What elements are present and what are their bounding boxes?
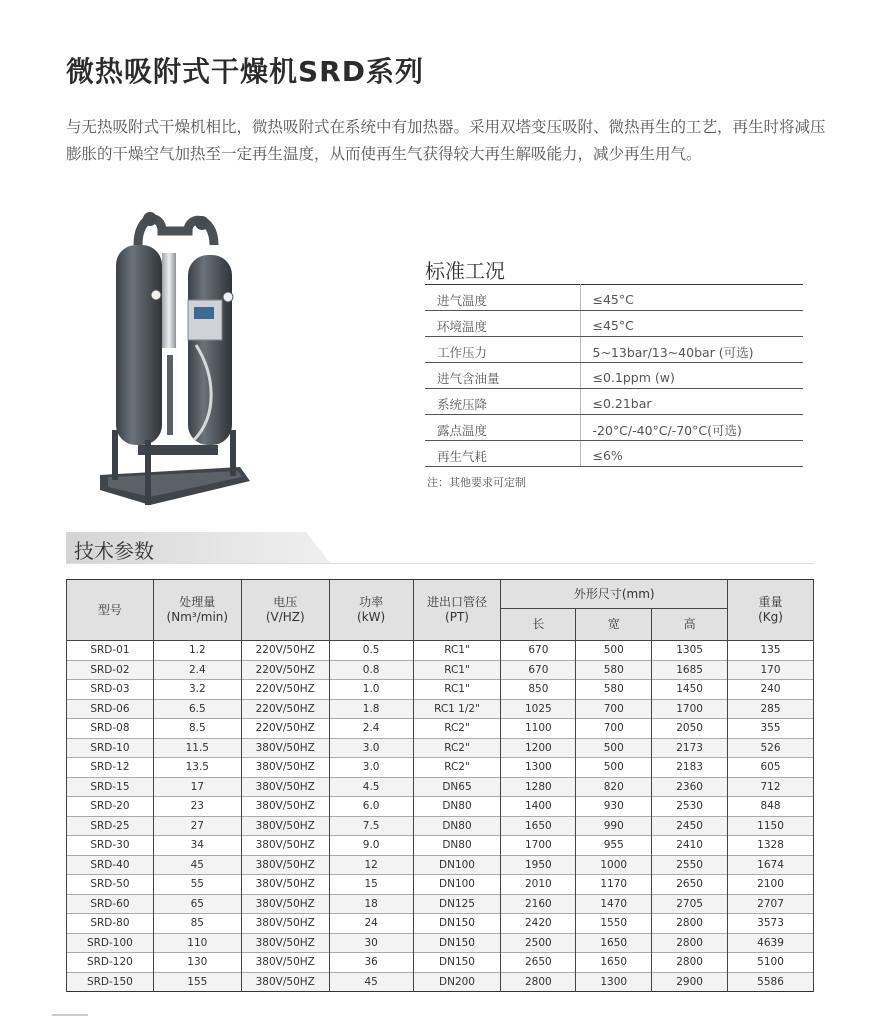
cell-model: SRD-06 — [67, 699, 154, 719]
section-divider — [66, 563, 814, 564]
condition-row — [425, 441, 803, 467]
cell-power: 12 — [329, 855, 413, 875]
cell-width: 500 — [576, 758, 652, 778]
cell-height: 2173 — [652, 738, 728, 758]
cell-weight: 712 — [728, 777, 814, 797]
cell-model: SRD-08 — [67, 719, 154, 739]
table-row — [67, 953, 814, 973]
cell-width: 955 — [576, 836, 652, 856]
cell-pipe: DN80 — [413, 797, 501, 817]
cell-length: 1025 — [501, 699, 576, 719]
table-row — [67, 972, 814, 992]
cell-weight: 848 — [728, 797, 814, 817]
header-voltage: 电压 (V/HZ) — [241, 580, 329, 641]
cell-width: 990 — [576, 816, 652, 836]
cell-model: SRD-30 — [67, 836, 154, 856]
header-flow: 处理量 (Nm³/min) — [153, 580, 241, 641]
cell-pipe: DN150 — [413, 914, 501, 934]
cell-weight: 170 — [728, 660, 814, 680]
conditions-note: 注：其他要求可定制 — [427, 476, 526, 489]
condition-label: 露点温度 — [425, 415, 580, 441]
cell-flow: 1.2 — [153, 641, 241, 661]
cell-width: 930 — [576, 797, 652, 817]
cell-length: 2160 — [501, 894, 576, 914]
cell-voltage: 380V/50HZ — [241, 875, 329, 895]
table-row — [67, 699, 814, 719]
cell-weight: 605 — [728, 758, 814, 778]
condition-row — [425, 389, 803, 415]
cell-flow: 34 — [153, 836, 241, 856]
table-row — [67, 855, 814, 875]
cell-weight: 1674 — [728, 855, 814, 875]
condition-value: ≤0.1ppm (w) — [580, 363, 803, 389]
cell-pipe: DN80 — [413, 816, 501, 836]
cell-pipe: RC2" — [413, 758, 501, 778]
cell-flow: 3.2 — [153, 680, 241, 700]
cell-weight: 355 — [728, 719, 814, 739]
header-weight: 重量 (Kg) — [728, 580, 814, 641]
cell-width: 700 — [576, 719, 652, 739]
cell-height: 2183 — [652, 758, 728, 778]
cell-pipe: RC2" — [413, 719, 501, 739]
cell-model: SRD-40 — [67, 855, 154, 875]
cell-power: 3.0 — [329, 758, 413, 778]
cell-height: 2705 — [652, 894, 728, 914]
cell-model: SRD-20 — [67, 797, 154, 817]
cell-height: 2450 — [652, 816, 728, 836]
cell-height: 2410 — [652, 836, 728, 856]
table-row — [67, 914, 814, 934]
cell-height: 2800 — [652, 914, 728, 934]
cell-height: 1700 — [652, 699, 728, 719]
cell-width: 700 — [576, 699, 652, 719]
table-row — [67, 875, 814, 895]
table-row — [67, 797, 814, 817]
cell-pipe: DN125 — [413, 894, 501, 914]
condition-label: 环境温度 — [425, 311, 580, 337]
cell-voltage: 380V/50HZ — [241, 836, 329, 856]
cell-power: 6.0 — [329, 797, 413, 817]
table-row — [67, 758, 814, 778]
condition-value: ≤45°C — [580, 311, 803, 337]
cell-voltage: 380V/50HZ — [241, 777, 329, 797]
condition-value: ≤6% — [580, 441, 803, 467]
cell-power: 45 — [329, 972, 413, 992]
cell-length: 1300 — [501, 758, 576, 778]
cell-flow: 110 — [153, 933, 241, 953]
condition-row — [425, 285, 803, 311]
cell-flow: 55 — [153, 875, 241, 895]
table-row — [67, 816, 814, 836]
table-row — [67, 680, 814, 700]
cell-model: SRD-02 — [67, 660, 154, 680]
condition-label: 系统压降 — [425, 389, 580, 415]
cell-flow: 45 — [153, 855, 241, 875]
cell-pipe: DN100 — [413, 855, 501, 875]
cell-length: 670 — [501, 641, 576, 661]
cell-power: 36 — [329, 953, 413, 973]
cell-height: 2050 — [652, 719, 728, 739]
cell-power: 1.8 — [329, 699, 413, 719]
condition-value: -20°C/-40°C/-70°C(可选) — [580, 415, 803, 441]
condition-label: 进气温度 — [425, 285, 580, 311]
cell-height: 2530 — [652, 797, 728, 817]
condition-value: 5~13bar/13~40bar (可选) — [580, 337, 803, 363]
table-row — [67, 777, 814, 797]
cell-pipe: DN150 — [413, 933, 501, 953]
cell-flow: 6.5 — [153, 699, 241, 719]
cell-length: 1700 — [501, 836, 576, 856]
cell-width: 580 — [576, 660, 652, 680]
cell-voltage: 380V/50HZ — [241, 738, 329, 758]
cell-model: SRD-50 — [67, 875, 154, 895]
cell-length: 1950 — [501, 855, 576, 875]
cell-voltage: 220V/50HZ — [241, 660, 329, 680]
cell-power: 3.0 — [329, 738, 413, 758]
cell-weight: 5586 — [728, 972, 814, 992]
cell-model: SRD-15 — [67, 777, 154, 797]
cell-power: 24 — [329, 914, 413, 934]
cell-voltage: 380V/50HZ — [241, 953, 329, 973]
header-power: 功率 (kW) — [329, 580, 413, 641]
cell-pipe: DN80 — [413, 836, 501, 856]
header-width: 宽 — [576, 609, 652, 641]
cell-weight: 2100 — [728, 875, 814, 895]
header-model: 型号 — [67, 580, 154, 641]
table-row — [67, 660, 814, 680]
table-row — [67, 719, 814, 739]
cell-height: 2900 — [652, 972, 728, 992]
cell-flow: 130 — [153, 953, 241, 973]
cell-power: 9.0 — [329, 836, 413, 856]
cell-length: 1400 — [501, 797, 576, 817]
table-row — [67, 738, 814, 758]
cell-flow: 17 — [153, 777, 241, 797]
cell-voltage: 380V/50HZ — [241, 758, 329, 778]
cell-pipe: RC1" — [413, 680, 501, 700]
condition-value: ≤45°C — [580, 285, 803, 311]
cell-width: 1170 — [576, 875, 652, 895]
cell-voltage: 380V/50HZ — [241, 797, 329, 817]
cell-weight: 3573 — [728, 914, 814, 934]
cell-width: 1650 — [576, 953, 652, 973]
conditions-title: 标准工况 — [425, 259, 505, 283]
header-dimensions: 外形尺寸(mm) — [501, 580, 728, 609]
cell-height: 2800 — [652, 933, 728, 953]
cell-length: 2800 — [501, 972, 576, 992]
cell-weight: 240 — [728, 680, 814, 700]
cell-voltage: 380V/50HZ — [241, 894, 329, 914]
cell-flow: 2.4 — [153, 660, 241, 680]
cell-length: 670 — [501, 660, 576, 680]
cell-voltage: 220V/50HZ — [241, 719, 329, 739]
condition-label: 工作压力 — [425, 337, 580, 363]
cell-voltage: 380V/50HZ — [241, 816, 329, 836]
cell-power: 4.5 — [329, 777, 413, 797]
condition-row — [425, 337, 803, 363]
cell-model: SRD-25 — [67, 816, 154, 836]
cell-model: SRD-60 — [67, 894, 154, 914]
cell-voltage: 380V/50HZ — [241, 855, 329, 875]
cell-width: 1550 — [576, 914, 652, 934]
cell-flow: 23 — [153, 797, 241, 817]
table-row — [67, 933, 814, 953]
table-row — [67, 894, 814, 914]
cell-power: 15 — [329, 875, 413, 895]
cell-model: SRD-80 — [67, 914, 154, 934]
cell-width: 1000 — [576, 855, 652, 875]
cell-height: 2800 — [652, 953, 728, 973]
cell-weight: 4639 — [728, 933, 814, 953]
cell-height: 2360 — [652, 777, 728, 797]
cell-flow: 13.5 — [153, 758, 241, 778]
cell-height: 2550 — [652, 855, 728, 875]
header-length: 长 — [501, 609, 576, 641]
cell-length: 2650 — [501, 953, 576, 973]
cell-pipe: DN65 — [413, 777, 501, 797]
cell-power: 30 — [329, 933, 413, 953]
intro-paragraph: 与无热吸附式干燥机相比，微热吸附式在系统中有加热器。采用双塔变压吸附、微热再生的工艺，再生时将减压膨胀的干燥空气加热至一定再生温度，从而使再生气获得较大再生解吸能力，减少再生用气。 — [66, 118, 826, 163]
cell-voltage: 380V/50HZ — [241, 914, 329, 934]
cell-flow: 155 — [153, 972, 241, 992]
cell-model: SRD-10 — [67, 738, 154, 758]
cell-power: 0.5 — [329, 641, 413, 661]
cell-weight: 1150 — [728, 816, 814, 836]
cell-model: SRD-01 — [67, 641, 154, 661]
condition-label: 再生气耗 — [425, 441, 580, 467]
cell-power: 1.0 — [329, 680, 413, 700]
cell-model: SRD-150 — [67, 972, 154, 992]
footer-mark — [52, 1014, 88, 1016]
cell-weight: 2707 — [728, 894, 814, 914]
cell-length: 1200 — [501, 738, 576, 758]
cell-length: 2420 — [501, 914, 576, 934]
cell-width: 820 — [576, 777, 652, 797]
cell-length: 1100 — [501, 719, 576, 739]
cell-width: 1300 — [576, 972, 652, 992]
cell-weight: 1328 — [728, 836, 814, 856]
cell-pipe: DN200 — [413, 972, 501, 992]
cell-pipe: RC1" — [413, 660, 501, 680]
cell-voltage: 220V/50HZ — [241, 680, 329, 700]
cell-flow: 11.5 — [153, 738, 241, 758]
cell-power: 0.8 — [329, 660, 413, 680]
cell-length: 2500 — [501, 933, 576, 953]
cell-voltage: 380V/50HZ — [241, 933, 329, 953]
conditions-table — [425, 284, 803, 467]
cell-length: 2010 — [501, 875, 576, 895]
cell-pipe: RC1" — [413, 641, 501, 661]
cell-pipe: RC1 1/2" — [413, 699, 501, 719]
condition-value: ≤0.21bar — [580, 389, 803, 415]
cell-model: SRD-12 — [67, 758, 154, 778]
header-pipe: 进出口管径 (PT) — [413, 580, 501, 641]
cell-weight: 5100 — [728, 953, 814, 973]
cell-voltage: 220V/50HZ — [241, 641, 329, 661]
cell-width: 1470 — [576, 894, 652, 914]
page-title: 微热吸附式干燥机SRD系列 — [66, 55, 424, 88]
table-row — [67, 836, 814, 856]
cell-power: 7.5 — [329, 816, 413, 836]
condition-row — [425, 311, 803, 337]
cell-length: 1280 — [501, 777, 576, 797]
section-title: 技术参数 — [74, 539, 154, 563]
cell-width: 580 — [576, 680, 652, 700]
cell-power: 18 — [329, 894, 413, 914]
cell-flow: 8.5 — [153, 719, 241, 739]
cell-model: SRD-120 — [67, 953, 154, 973]
cell-width: 1650 — [576, 933, 652, 953]
cell-flow: 65 — [153, 894, 241, 914]
cell-length: 850 — [501, 680, 576, 700]
cell-pipe: DN100 — [413, 875, 501, 895]
cell-height: 1685 — [652, 660, 728, 680]
cell-flow: 27 — [153, 816, 241, 836]
cell-height: 1450 — [652, 680, 728, 700]
cell-width: 500 — [576, 738, 652, 758]
cell-power: 2.4 — [329, 719, 413, 739]
cell-height: 2650 — [652, 875, 728, 895]
cell-pipe: DN150 — [413, 953, 501, 973]
cell-model: SRD-100 — [67, 933, 154, 953]
table-row — [67, 641, 814, 661]
cell-height: 1305 — [652, 641, 728, 661]
cell-weight: 285 — [728, 699, 814, 719]
cell-flow: 85 — [153, 914, 241, 934]
cell-pipe: RC2" — [413, 738, 501, 758]
spec-table — [66, 579, 814, 992]
header-height: 高 — [652, 609, 728, 641]
condition-row — [425, 415, 803, 441]
cell-length: 1650 — [501, 816, 576, 836]
condition-label: 进气含油量 — [425, 363, 580, 389]
cell-model: SRD-03 — [67, 680, 154, 700]
cell-width: 500 — [576, 641, 652, 661]
cell-weight: 135 — [728, 641, 814, 661]
condition-row — [425, 363, 803, 389]
cell-weight: 526 — [728, 738, 814, 758]
cell-voltage: 380V/50HZ — [241, 972, 329, 992]
product-image — [90, 205, 260, 525]
cell-voltage: 220V/50HZ — [241, 699, 329, 719]
